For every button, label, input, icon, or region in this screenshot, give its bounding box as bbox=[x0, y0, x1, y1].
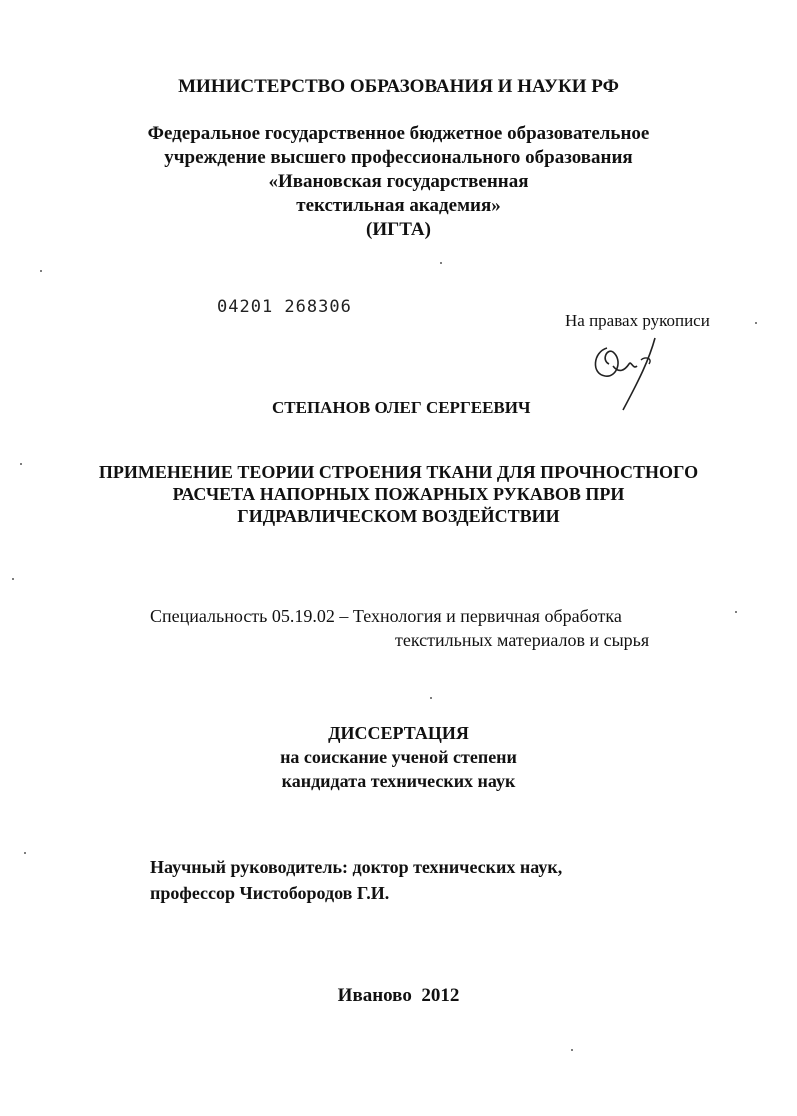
scan-speck bbox=[24, 852, 26, 854]
advisor-line: Научный руководитель: доктор технических наук, bbox=[150, 857, 563, 877]
scan-speck bbox=[571, 1049, 573, 1051]
org-line: «Ивановская государственная bbox=[268, 171, 529, 192]
registration-stamp: 04201 268306 bbox=[217, 297, 352, 317]
org-line: текстильная академия» bbox=[296, 195, 501, 216]
specialty-line-1: Специальность 05.19.02 – Технология и первичная обработка bbox=[150, 606, 622, 626]
degree-line: на соискание ученой степени bbox=[280, 747, 517, 767]
scan-speck bbox=[735, 611, 737, 613]
author-name: СТЕПАНОВ ОЛЕГ СЕРГЕЕВИЧ bbox=[272, 398, 531, 417]
org-line: учреждение высшего профессионального образования bbox=[164, 147, 633, 168]
title-line: РАСЧЕТА НАПОРНЫХ ПОЖАРНЫХ РУКАВОВ ПРИ bbox=[172, 484, 625, 504]
dissertation-heading: ДИССЕРТАЦИЯ bbox=[328, 723, 469, 743]
degree-line: кандидата технических наук bbox=[281, 771, 516, 791]
title-line: ПРИМЕНЕНИЕ ТЕОРИИ СТРОЕНИЯ ТКАНИ ДЛЯ ПРОЧНОСТНОГО bbox=[98, 462, 699, 482]
scan-speck bbox=[40, 270, 42, 272]
scan-speck bbox=[12, 578, 14, 580]
ministry-heading: МИНИСТЕРСТВО ОБРАЗОВАНИЯ И НАУКИ РФ bbox=[178, 76, 619, 97]
advisor-block bbox=[150, 854, 562, 906]
advisor-line: профессор Чистобородов Г.И. bbox=[150, 883, 390, 903]
scan-speck bbox=[20, 463, 22, 465]
city-year: Иваново 2012 bbox=[337, 985, 460, 1006]
title-line: ГИДРАВЛИЧЕСКОМ ВОЗДЕЙСТВИИ bbox=[237, 506, 560, 526]
organization-block bbox=[0, 122, 797, 242]
scan-speck bbox=[755, 322, 757, 324]
dissertation-title bbox=[0, 461, 797, 527]
scan-speck bbox=[440, 262, 442, 264]
signature-image bbox=[583, 330, 663, 420]
scan-speck bbox=[430, 697, 432, 699]
org-abbreviation: (ИГТА) bbox=[366, 219, 431, 240]
dissertation-block bbox=[0, 721, 797, 793]
manuscript-note: На правах рукописи bbox=[565, 311, 710, 330]
specialty-line-2: текстильных материалов и сырья bbox=[395, 630, 650, 650]
org-line: Федеральное государственное бюджетное образовательное bbox=[147, 123, 650, 144]
